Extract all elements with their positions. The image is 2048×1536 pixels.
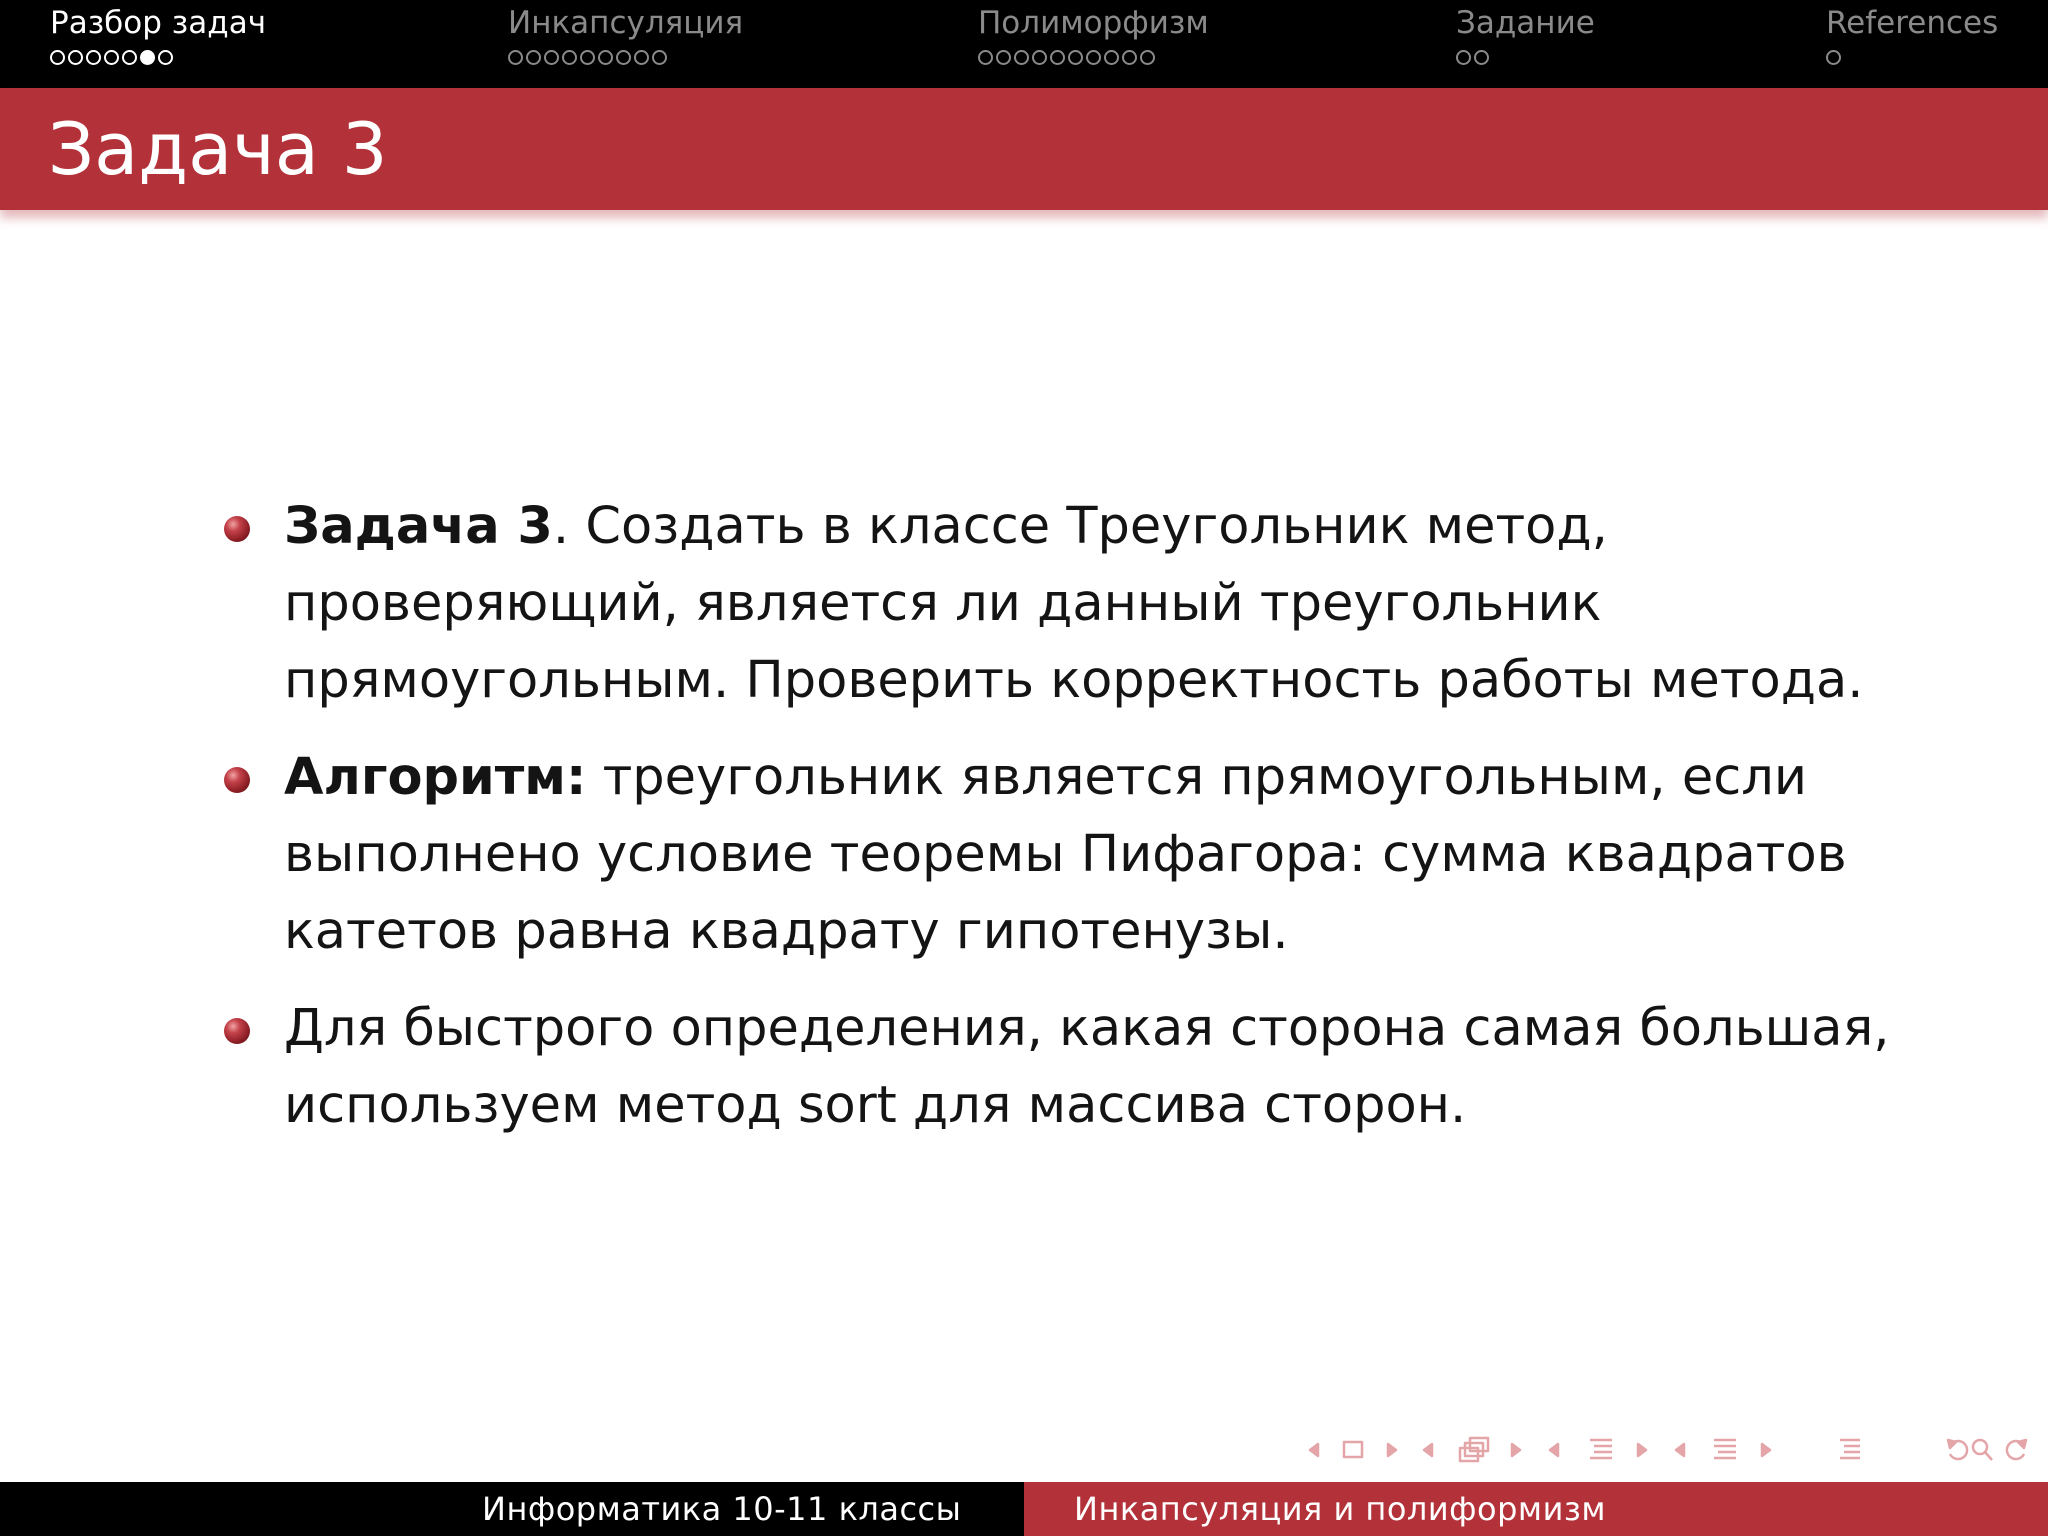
slide-content (220, 488, 1900, 1164)
list-item (220, 739, 1900, 970)
bullet-ball-icon (224, 767, 250, 793)
slide-dot[interactable] (508, 50, 523, 65)
nav-slide-dots (1456, 46, 1595, 68)
nav-section-zadanie[interactable] (1456, 4, 1595, 68)
slide-icon[interactable] (1344, 1442, 1362, 1457)
nav-section-title[interactable]: Разбор задач (50, 5, 267, 41)
section-navigation-bar (0, 0, 2048, 88)
arrow-right-icon[interactable] (1512, 1444, 1520, 1456)
slide-dot[interactable] (996, 50, 1011, 65)
slide-dot[interactable] (1140, 50, 1155, 65)
item-text: . Создать в классе Треугольник метод, проверяющий, является ли данный треугольник прямоугольным. Проверить корректность работы метода. (284, 497, 1864, 710)
arrow-right-icon[interactable] (1762, 1444, 1770, 1456)
slide-dot[interactable] (978, 50, 993, 65)
slide-dot[interactable] (526, 50, 541, 65)
frame-title-band (0, 88, 2048, 210)
nav-section-inkapsulyatsiya[interactable] (508, 4, 743, 68)
slide-dot[interactable] (562, 50, 577, 65)
footer-course-title: Информатика 10-11 классы (482, 1490, 962, 1528)
slide-dot[interactable] (68, 50, 83, 65)
arrow-left-icon[interactable] (1424, 1444, 1432, 1456)
nav-slide-dots (508, 46, 743, 68)
nav-section-title[interactable]: Полиморфизм (978, 5, 1209, 41)
bullet-ball-icon (224, 516, 250, 542)
current-slide-dot[interactable] (140, 50, 155, 65)
nav-section-title[interactable]: Инкапсуляция (508, 5, 744, 41)
search-icon[interactable] (1973, 1440, 1992, 1460)
nav-slide-dots (1826, 46, 1998, 68)
nav-slide-dots (978, 46, 1209, 68)
slide-dot[interactable] (1068, 50, 1083, 65)
arrow-right-icon[interactable] (1388, 1444, 1396, 1456)
slide-dot[interactable] (1826, 50, 1841, 65)
section-icon[interactable] (1714, 1440, 1736, 1458)
beamer-nav-icons (1300, 1432, 2040, 1468)
slide-dot[interactable] (598, 50, 613, 65)
toc-icon[interactable] (1840, 1440, 1860, 1458)
slide-dot[interactable] (158, 50, 173, 65)
slide-dot[interactable] (104, 50, 119, 65)
bullet-ball-icon (224, 1018, 250, 1044)
item-bold-lead: Задача 3 (284, 497, 553, 556)
nav-section-razbor-zadach[interactable] (50, 4, 266, 68)
beamer-navigation-symbols (1300, 1432, 2040, 1468)
forward-icon[interactable] (2007, 1440, 2026, 1459)
slide-dot[interactable] (1122, 50, 1137, 65)
slide-dot[interactable] (1086, 50, 1101, 65)
list-item (220, 488, 1900, 719)
subsection-icon[interactable] (1590, 1440, 1612, 1458)
slide-dot[interactable] (580, 50, 595, 65)
nav-section-polimorfizm[interactable] (978, 4, 1209, 68)
footer-presentation-title: Инкапсуляция и полиформизм (1074, 1490, 1607, 1528)
footer-bar (0, 1482, 2048, 1536)
item-text: Для быстрого определения, какая сторона самая большая, используем метод sort для массива сторон. (284, 999, 1890, 1135)
slide-dot[interactable] (86, 50, 101, 65)
frame-icon[interactable] (1460, 1438, 1488, 1461)
nav-section-title[interactable]: References (1826, 5, 1999, 41)
slide-dot[interactable] (122, 50, 137, 65)
slide-dot[interactable] (544, 50, 559, 65)
item-text: треугольник является прямоугольным, если выполнено условие теоремы Пифагора: сумма квадратов катетов равна квадрату гипотенузы. (284, 748, 1847, 961)
slide-dot[interactable] (634, 50, 649, 65)
slide-dot[interactable] (1456, 50, 1471, 65)
nav-slide-dots (50, 46, 266, 68)
list-item (220, 990, 1900, 1144)
slide-dot[interactable] (50, 50, 65, 65)
item-bold-lead: Алгоритм: (284, 748, 587, 807)
arrow-left-icon[interactable] (1676, 1444, 1684, 1456)
arrow-left-icon[interactable] (1550, 1444, 1558, 1456)
nav-section-references[interactable] (1826, 4, 1998, 68)
back-icon[interactable] (1948, 1440, 1967, 1459)
slide-dot[interactable] (652, 50, 667, 65)
arrow-left-icon[interactable] (1310, 1444, 1318, 1456)
footer-left-panel (0, 1482, 1024, 1536)
slide-dot[interactable] (1032, 50, 1047, 65)
slide-dot[interactable] (1050, 50, 1065, 65)
page-title: Задача 3 (48, 107, 388, 191)
nav-section-title[interactable]: Задание (1456, 5, 1595, 41)
arrow-right-icon[interactable] (1638, 1444, 1646, 1456)
slide-dot[interactable] (1104, 50, 1119, 65)
slide-dot[interactable] (1474, 50, 1489, 65)
footer-right-panel (1024, 1482, 2048, 1536)
slide-dot[interactable] (616, 50, 631, 65)
slide-dot[interactable] (1014, 50, 1029, 65)
